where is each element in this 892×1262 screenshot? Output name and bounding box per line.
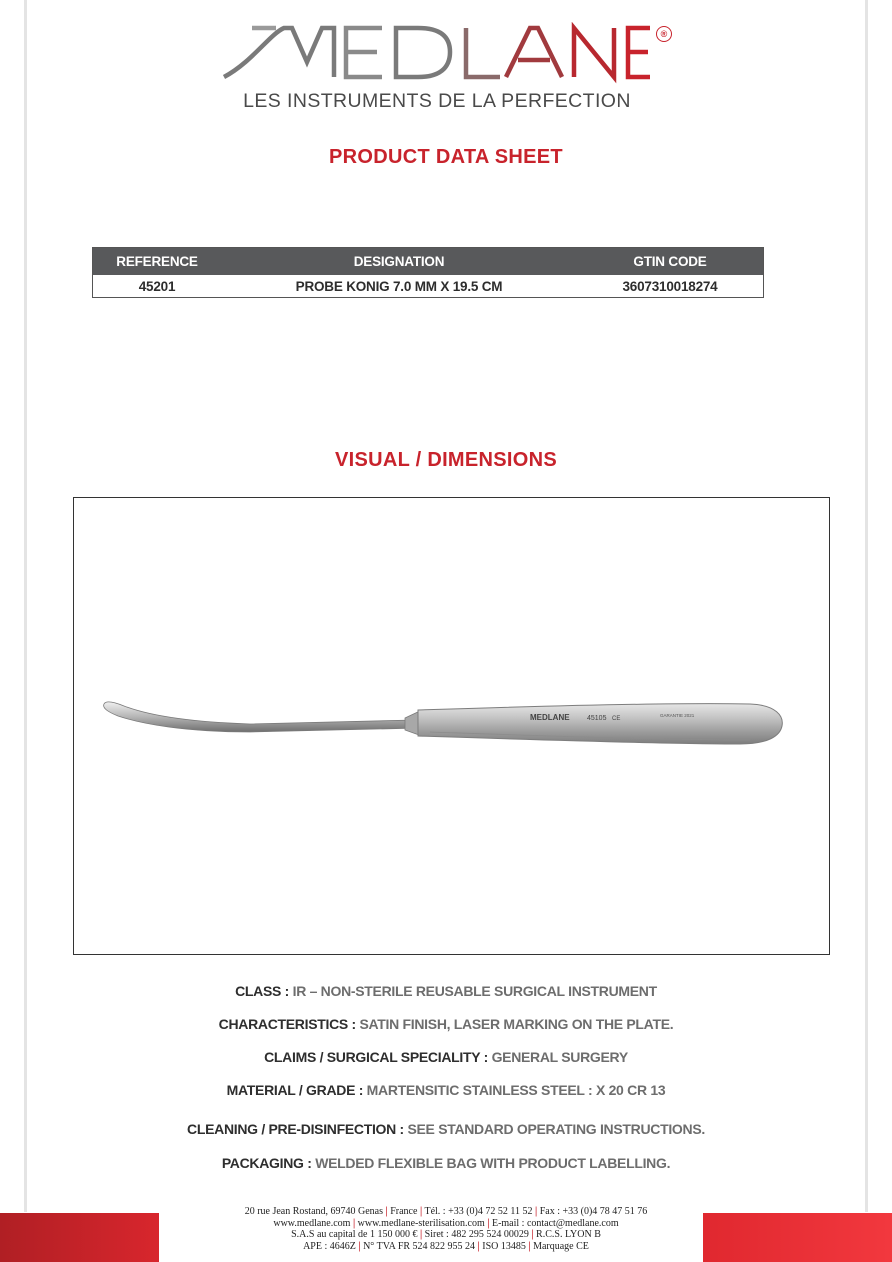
header-designation: DESIGNATION [221,248,577,276]
product-reference-table [92,247,764,298]
spec-material [0,1082,892,1098]
spec-value: MARTENSITIC STAINLESS STEEL : X 20 CR 13 [366,1082,666,1098]
header-reference: REFERENCE [93,248,222,276]
spec-value: GENERAL SURGERY [491,1049,628,1065]
medlane-logo [222,22,674,114]
footer-ape: APE : 4646Z [303,1241,356,1253]
medlane-wordmark [222,22,652,84]
footer-line-address: 20 rue Jean Rostand, 69740 Genas | France | Tél. : +33 (0)4 72 52 11 52 | Fax : +33 (0)4 78 47 51 76 [244,1206,648,1217]
company-footer [0,1206,892,1253]
spec-value: WELDED FLEXIBLE BAG WITH PRODUCT LABELLING. [315,1155,671,1171]
header-gtin-code: GTIN CODE [577,248,764,276]
spec-packaging [0,1155,892,1171]
spec-label: CLAIMS / SURGICAL SPECIALITY : [264,1049,492,1065]
product-data-sheet-title: PRODUCT DATA SHEET [329,146,563,168]
footer-ce-marking: Marquage CE [533,1241,589,1253]
cell-gtin-code: 3607310018274 [577,275,764,298]
footer-iso: ISO 13485 [482,1241,526,1253]
spec-label: CHARACTERISTICS : [218,1016,360,1032]
probe-instrument-image [100,690,785,752]
spec-class [0,983,892,999]
spec-claims [0,1049,892,1065]
spec-label: CLASS : [235,983,293,999]
table-header-row [93,248,764,276]
footer-line-registration: APE : 4646Z | N° TVA FR 524 822 955 24 | ISO 13485 | Marquage CE [303,1241,589,1253]
spec-value: SATIN FINISH, LASER MARKING ON THE PLATE. [359,1016,674,1032]
footer-vat: N° TVA FR 524 822 955 24 [363,1241,476,1253]
footer-line-company: S.A.S au capital de 1 150 000 € | Siret : 482 295 524 00029 | R.C.S. LYON B [291,1229,601,1241]
spec-cleaning [0,1121,892,1137]
spec-label: MATERIAL / GRADE : [226,1082,367,1098]
footer-capital: S.A.S au capital de 1 150 000 € [291,1229,418,1241]
spec-label: PACKAGING : [221,1155,316,1171]
footer-sterilisation-link[interactable]: www.medlane-sterilisation.com [357,1217,485,1229]
footer-siret: Siret : 482 295 524 00029 [424,1229,529,1241]
footer-country: France [390,1206,418,1217]
cell-reference: 45201 [93,275,222,298]
instrument-marking-brand: MEDLANE [530,713,570,722]
footer-address: 20 rue Jean Rostand, 69740 Genas [244,1206,384,1217]
spec-label: CLEANING / PRE-DISINFECTION : [187,1121,408,1137]
cell-designation: PROBE KONIG 7.0 MM X 19.5 CM [221,275,577,298]
footer-fax: Fax : +33 (0)4 78 47 51 76 [539,1206,648,1217]
spec-characteristics [0,1016,892,1032]
footer-phone: Tél. : +33 (0)4 72 52 11 52 [424,1206,533,1217]
footer-email-link[interactable]: E-mail : contact@medlane.com [491,1217,619,1229]
instrument-marking-ce: CE [612,716,621,722]
instrument-marking-code: 45105 [587,715,607,722]
registered-mark: ® [656,26,672,42]
brand-tagline: LES INSTRUMENTS DE LA PERFECTION [243,90,631,112]
footer-rcs: R.C.S. LYON B [536,1229,601,1241]
spec-value: SEE STANDARD OPERATING INSTRUCTIONS. [407,1121,705,1137]
spec-value: IR – NON-STERILE REUSABLE SURGICAL INSTRUMENT [292,983,657,999]
visual-dimensions-title: VISUAL / DIMENSIONS [334,449,558,471]
footer-website-link[interactable]: www.medlane.com [273,1217,351,1229]
instrument-marking-right: GARANTIE 2021 [660,713,695,718]
table-row [93,275,764,298]
footer-line-web: www.medlane.com | www.medlane-sterilisation.com | E-mail : contact@medlane.com [273,1217,619,1229]
